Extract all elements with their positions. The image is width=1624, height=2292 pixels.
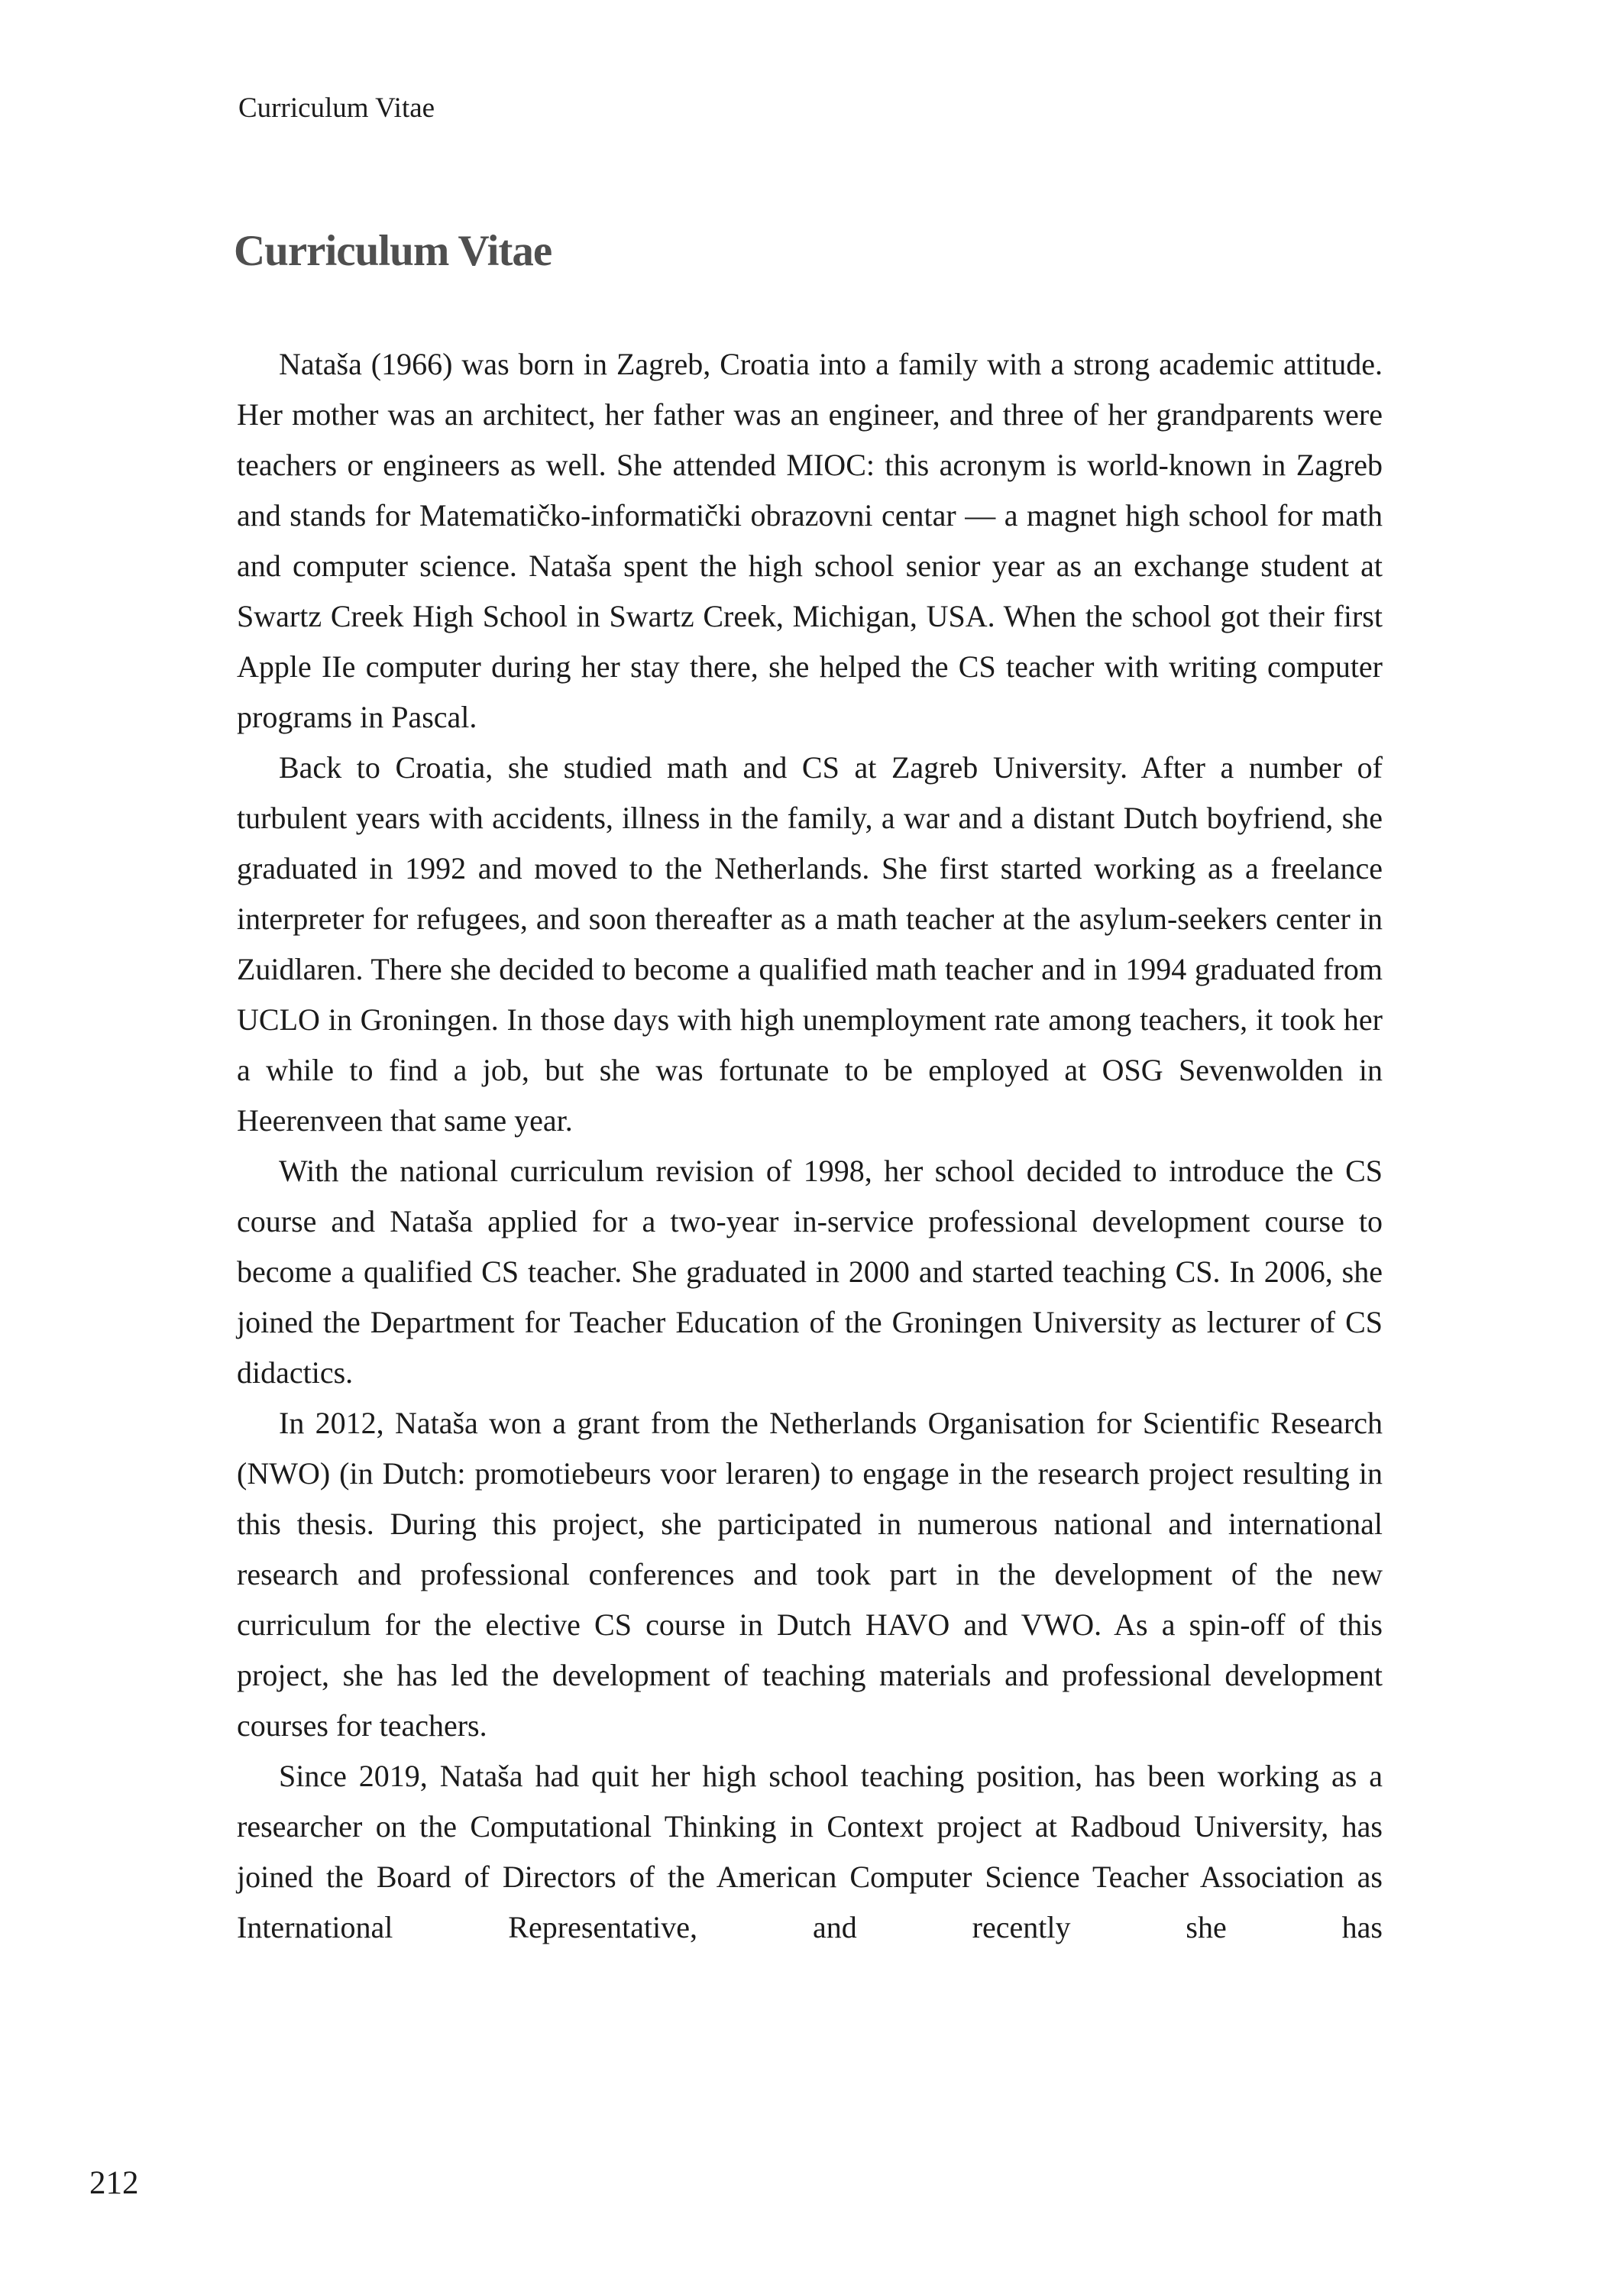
body-text: [237, 339, 1383, 1953]
running-head: Curriculum Vitae: [238, 92, 435, 124]
paragraph: In 2012, Nataša won a grant from the Netherlands Organisation for Scientific Research (NWO) (in Dutch: promotiebeurs voor leraren) to engage in the research project resulting in this thesis. During this project, she participated in numerous national and international research and professional conferences and took part in the development of the new curriculum for the elective CS course in Dutch HAVO and VWO. As a spin-off of this project, she has led the development of teaching materials and professional development courses for teachers.: [237, 1406, 1383, 1743]
paragraph: Nataša (1966) was born in Zagreb, Croatia into a family with a strong academic attitude. Her mother was an architect, her father was an engineer, and three of her grandparents were teachers or engineers as well. She attended MIOC: this acronym is world-known in Zagreb and stands for Matematičko-informatički obrazovni centar — a magnet high school for math and computer science. Nataša spent the high school senior year as an exchange student at Swartz Creek High School in Swartz Creek, Michigan, USA. When the school got their first Apple IIe computer during her stay there, she helped the CS teacher with writing computer programs in Pascal.: [237, 347, 1383, 734]
paragraph: Since 2019, Nataša had quit her high school teaching position, has been working as a researcher on the Computational Thinking in Context project at Radboud University, has joined the Board of Directors of the American Computer Science Teacher Association as International Representative, and recently she has: [237, 1759, 1383, 1944]
paragraph: With the national curriculum revision of 1998, her school decided to introduce the CS course and Nataša applied for a two-year in-service professional development course to become a qualified CS teacher. She graduated in 2000 and started teaching CS. In 2006, she joined the Department for Teacher Education of the Groningen University as lecturer of CS didactics.: [237, 1154, 1383, 1390]
page-number: 212: [89, 2165, 139, 2201]
page-title: Curriculum Vitae: [234, 227, 552, 275]
paragraph: Back to Croatia, she studied math and CS at Zagreb University. After a number of turbulent years with accidents, illness in the family, a war and a distant Dutch boyfriend, she graduated in 1992 and moved to the Netherlands. She first started working as a freelance interpreter for refugees, and soon thereafter as a math teacher at the asylum-seekers center in Zuidlaren. There she decided to become a qualified math teacher and in 1994 graduated from UCLO in Groningen. In those days with high unemployment rate among teachers, it took her a while to find a job, but she was fortunate to be employed at OSG Sevenwolden in Heerenveen that same year.: [237, 750, 1383, 1138]
